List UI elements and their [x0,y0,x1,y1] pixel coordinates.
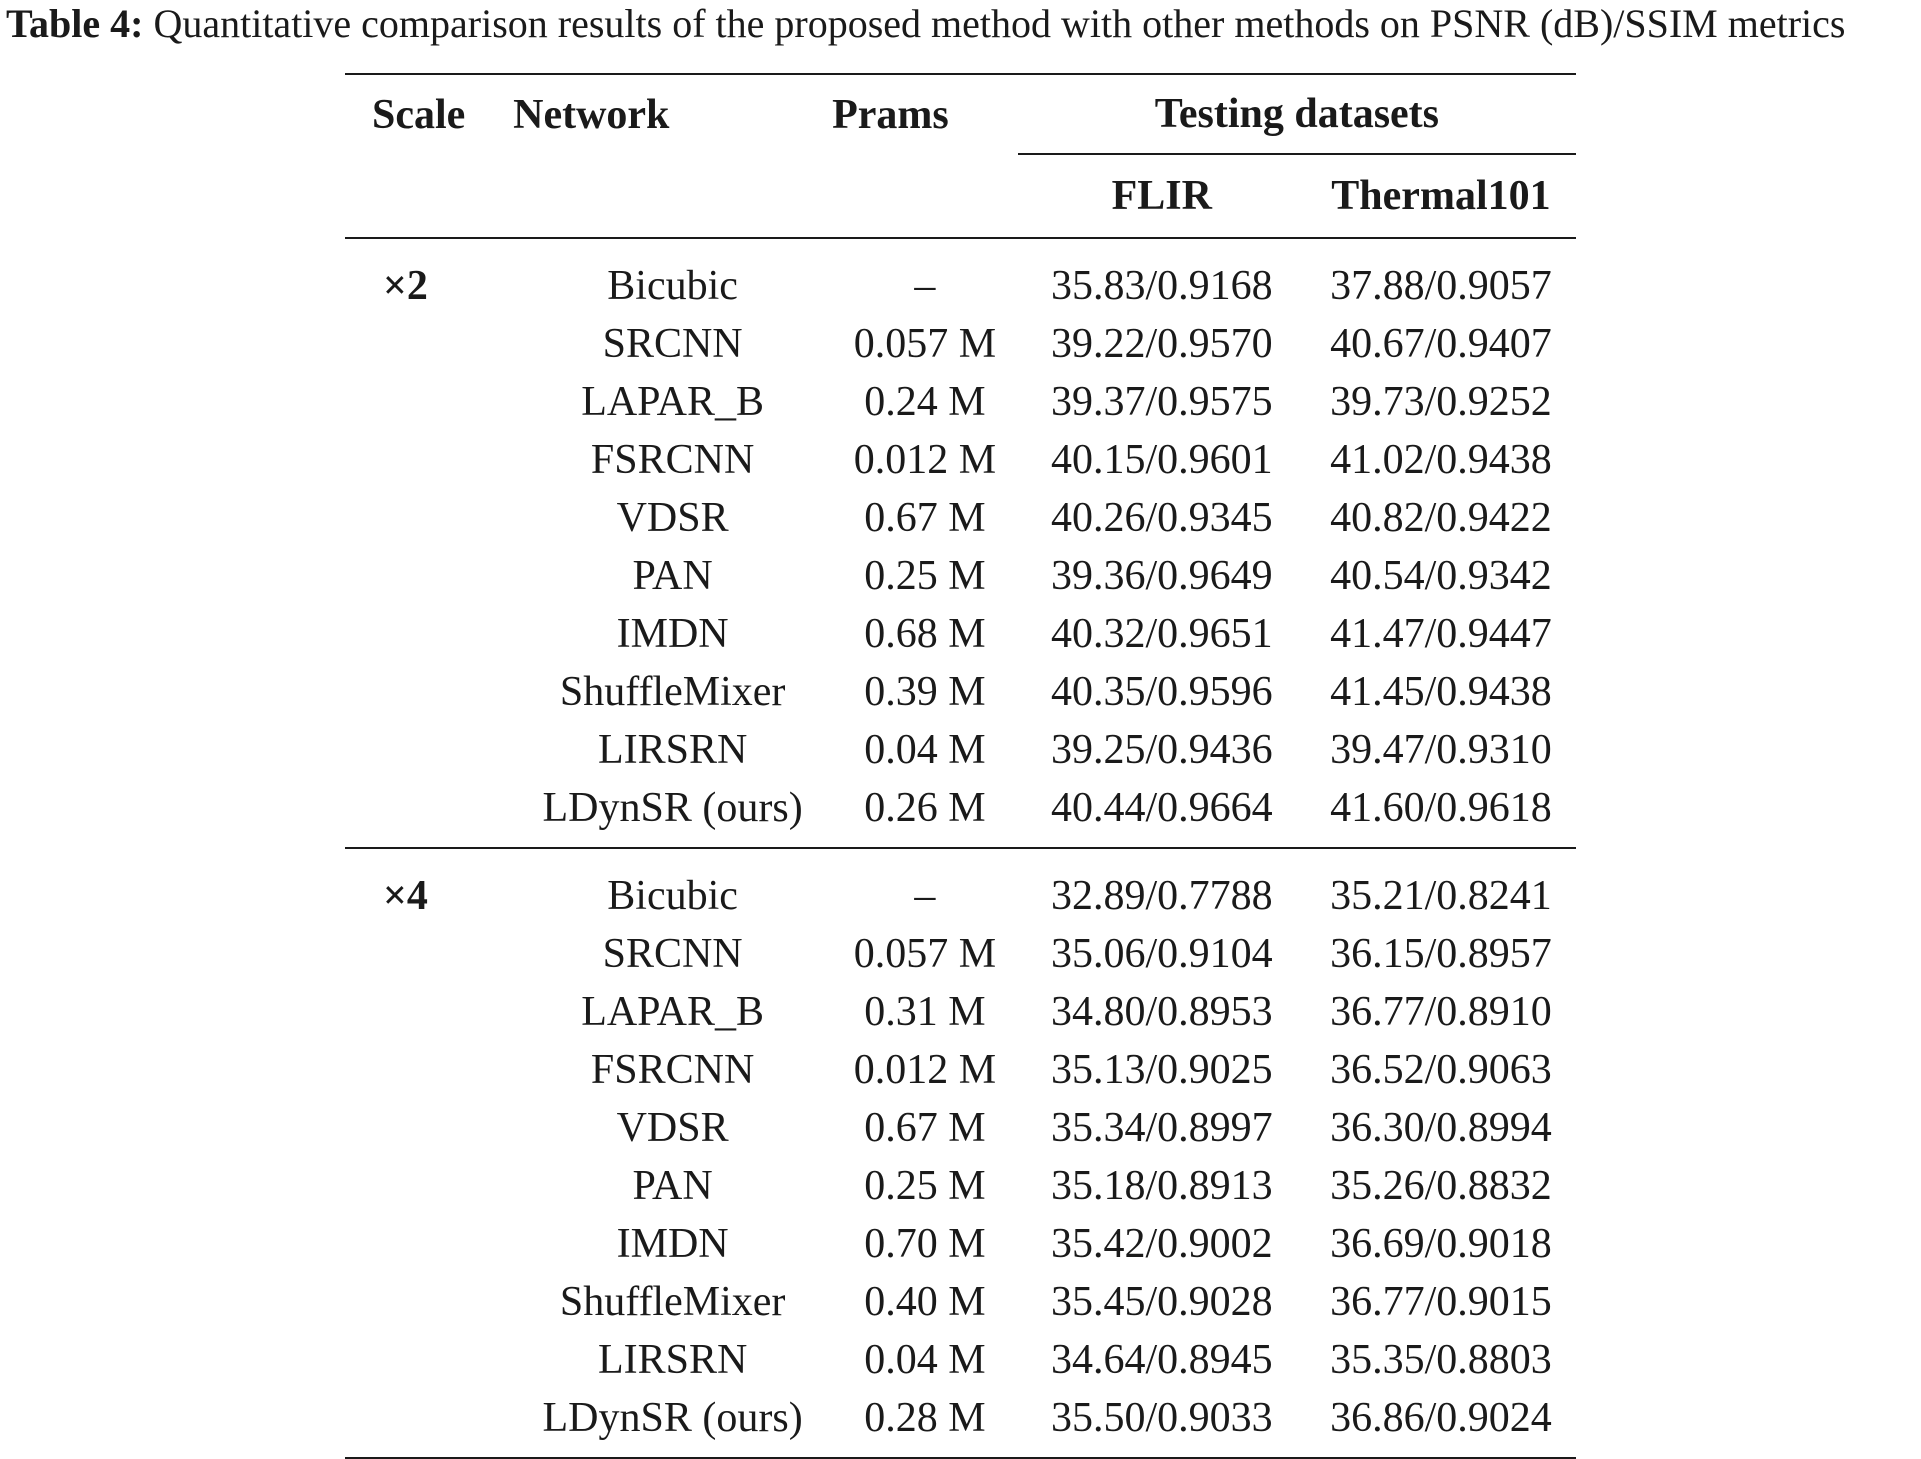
thermal101-cell: 41.60/0.9618 [1330,785,1552,831]
thermal101-cell: 36.15/0.8957 [1330,931,1552,977]
scale-cell [345,1273,513,1331]
table-row [345,315,1576,373]
header-flir: FLIR [1111,173,1212,219]
flir-cell: 35.50/0.9033 [1050,1395,1273,1441]
scale-cell [345,1215,513,1273]
scale-cell [345,983,513,1041]
scale-cell [345,1099,513,1157]
params-cell: 0.057 M [853,931,997,977]
params-cell: 0.68 M [864,611,986,657]
params-cell: 0.012 M [853,437,997,483]
scale-cell [345,779,513,848]
table-row [345,547,1576,605]
table-row [345,925,1576,983]
table-row [345,848,1576,925]
table-row [345,238,1576,315]
network-cell: IMDN [616,1221,729,1267]
params-cell: 0.25 M [864,1163,986,1209]
params-cell: 0.40 M [864,1279,986,1325]
flir-cell: 35.13/0.9025 [1050,1047,1273,1093]
network-cell: VDSR [616,495,729,541]
flir-cell: 34.64/0.8945 [1050,1337,1273,1383]
params-cell: – [914,263,936,309]
network-cell: ShuffleMixer [559,669,786,715]
thermal101-cell: 41.02/0.9438 [1330,437,1552,483]
table-row [345,721,1576,779]
flir-cell: 39.25/0.9436 [1050,727,1273,773]
results-table [345,73,1576,1459]
params-cell: 0.26 M [864,785,986,831]
network-cell: IMDN [616,611,729,657]
params-cell: 0.70 M [864,1221,986,1267]
table-row [345,489,1576,547]
network-cell: SRCNN [602,321,743,367]
thermal101-cell: 40.67/0.9407 [1330,321,1552,367]
results-table-container [345,73,1576,1459]
network-cell: ShuffleMixer [559,1279,786,1325]
network-cell: VDSR [616,1105,729,1151]
table-row [345,1389,1576,1458]
header-network: Network [513,91,670,138]
network-cell: LDynSR (ours) [542,785,803,831]
network-cell: LIRSRN [597,727,748,773]
header-thermal101: Thermal101 [1331,173,1551,219]
flir-cell: 40.26/0.9345 [1050,495,1273,541]
flir-cell: 34.80/0.8953 [1050,989,1273,1035]
table-row [345,431,1576,489]
params-cell: – [914,873,936,919]
caption-label: Table 4: [6,1,144,46]
table-caption [6,0,1845,48]
flir-cell: 35.42/0.9002 [1050,1221,1273,1267]
scale-cell [345,1331,513,1389]
table-row [345,1041,1576,1099]
thermal101-cell: 36.77/0.8910 [1330,989,1552,1035]
network-cell: PAN [632,1163,713,1209]
flir-cell: 35.18/0.8913 [1050,1163,1273,1209]
header-testing-datasets: Testing datasets [1018,74,1576,154]
params-cell: 0.28 M [864,1395,986,1441]
thermal101-cell: 39.73/0.9252 [1330,379,1552,425]
thermal101-cell: 36.52/0.9063 [1330,1047,1552,1093]
table-row [345,779,1576,848]
params-cell: 0.39 M [864,669,986,715]
params-cell: 0.67 M [864,495,986,541]
thermal101-cell: 36.69/0.9018 [1330,1221,1552,1267]
params-cell: 0.057 M [853,321,997,367]
flir-cell: 40.44/0.9664 [1050,785,1273,831]
table-body [345,238,1576,1458]
thermal101-cell: 36.86/0.9024 [1330,1395,1552,1441]
flir-cell: 40.32/0.9651 [1050,611,1273,657]
params-cell: 0.012 M [853,1047,997,1093]
network-cell: LIRSRN [597,1337,748,1383]
flir-cell: 40.15/0.9601 [1050,437,1273,483]
network-cell: FSRCNN [590,437,755,483]
thermal101-cell: 40.54/0.9342 [1330,553,1552,599]
table-row [345,1273,1576,1331]
flir-cell: 35.06/0.9104 [1050,931,1273,977]
table-row [345,1331,1576,1389]
table-row [345,1215,1576,1273]
flir-cell: 32.89/0.7788 [1050,873,1273,919]
thermal101-cell: 39.47/0.9310 [1330,727,1552,773]
network-cell: Bicubic [607,873,738,919]
network-cell: SRCNN [602,931,743,977]
scale-cell [345,1389,513,1458]
table-row [345,1157,1576,1215]
table-row [345,373,1576,431]
table-row [345,605,1576,663]
flir-cell: 39.37/0.9575 [1050,379,1273,425]
flir-cell: 35.83/0.9168 [1050,263,1273,309]
table-row [345,663,1576,721]
network-cell: LDynSR (ours) [542,1395,803,1441]
flir-cell: 39.36/0.9649 [1050,553,1273,599]
thermal101-cell: 41.45/0.9438 [1330,669,1552,715]
thermal101-cell: 35.26/0.8832 [1330,1163,1552,1209]
network-cell: PAN [632,553,713,599]
params-cell: 0.24 M [864,379,986,425]
thermal101-cell: 41.47/0.9447 [1330,611,1552,657]
header-row-2 [345,154,1576,238]
thermal101-cell: 36.30/0.8994 [1330,1105,1552,1151]
scale-cell [345,315,513,373]
scale-cell: ×2 [383,263,428,309]
thermal101-cell: 40.82/0.9422 [1330,495,1552,541]
header-row-1 [345,74,1576,154]
network-cell: FSRCNN [590,1047,755,1093]
thermal101-cell: 35.35/0.8803 [1330,1337,1552,1383]
params-cell: 0.04 M [864,1337,986,1383]
params-cell: 0.25 M [864,553,986,599]
table-row [345,1099,1576,1157]
params-cell: 0.31 M [864,989,986,1035]
flir-cell: 35.34/0.8997 [1050,1105,1273,1151]
scale-cell [345,489,513,547]
scale-cell: ×4 [383,873,428,919]
thermal101-cell: 36.77/0.9015 [1330,1279,1552,1325]
scale-cell [345,1041,513,1099]
network-cell: LAPAR_B [581,379,765,425]
scale-cell [345,431,513,489]
scale-cell [345,1157,513,1215]
params-cell: 0.04 M [864,727,986,773]
network-cell: Bicubic [607,263,738,309]
params-cell: 0.67 M [864,1105,986,1151]
scale-cell [345,373,513,431]
table-header [345,74,1576,238]
scale-cell [345,925,513,983]
network-cell: LAPAR_B [581,989,765,1035]
thermal101-cell: 37.88/0.9057 [1330,263,1552,309]
thermal101-cell: 35.21/0.8241 [1330,873,1552,919]
flir-cell: 40.35/0.9596 [1050,669,1273,715]
scale-cell [345,663,513,721]
scale-cell [345,547,513,605]
scale-cell [345,605,513,663]
header-scale: Scale [372,91,466,138]
flir-cell: 35.45/0.9028 [1050,1279,1273,1325]
scale-cell [345,721,513,779]
caption-text: Quantitative comparison results of the proposed method with other methods on PSNR (dB)/SSIM metrics [153,1,1846,46]
header-params: Prams [832,91,949,138]
table-row [345,983,1576,1041]
flir-cell: 39.22/0.9570 [1050,321,1273,367]
